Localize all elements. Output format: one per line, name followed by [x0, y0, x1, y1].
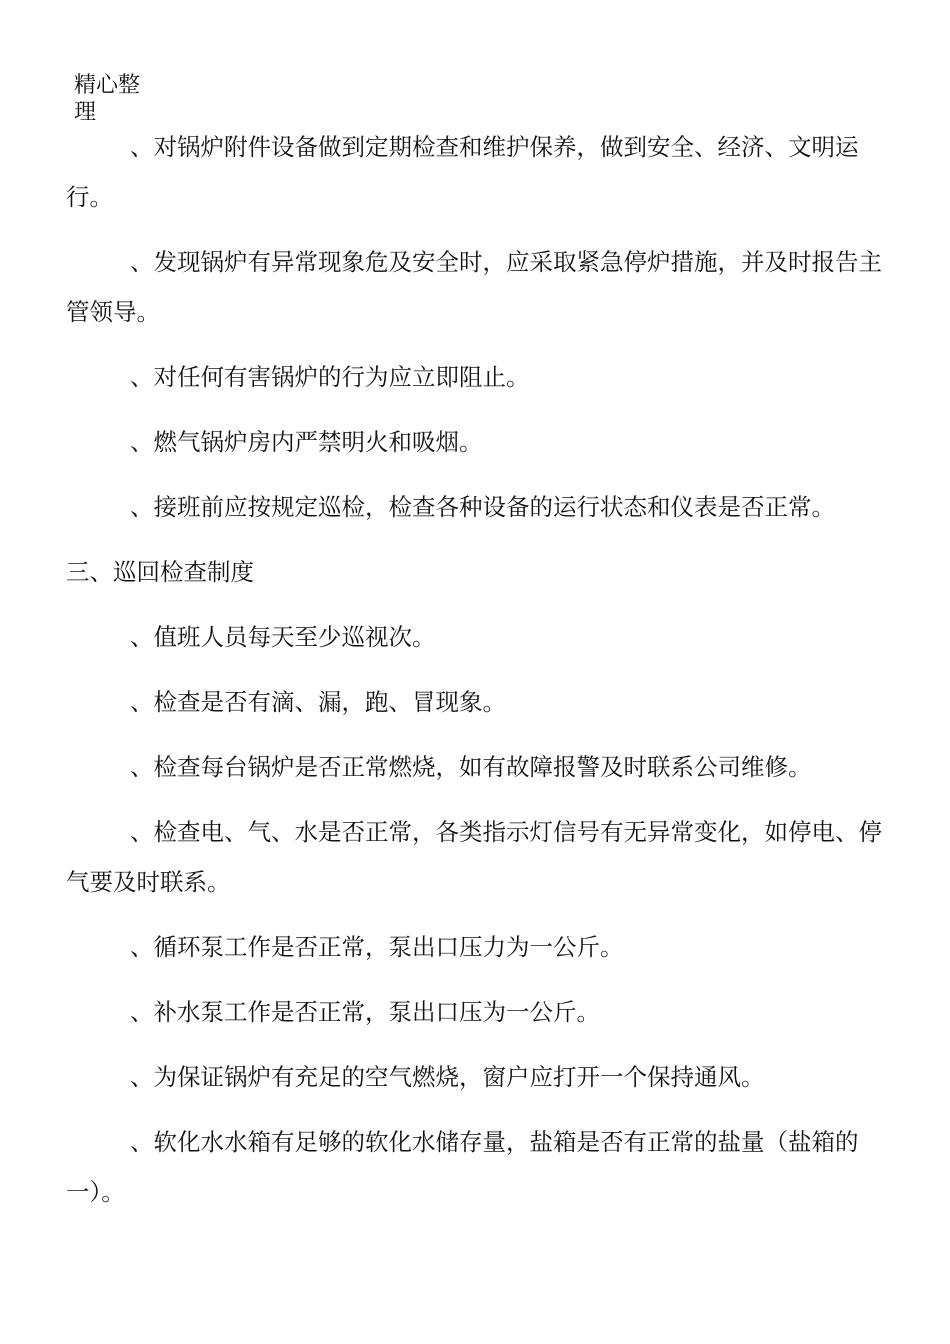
- paragraph-2: 、发现锅炉有异常现象危及安全时，应采取紧急停炉措施，并及时报告主管领导。: [66, 248, 882, 326]
- paragraph-3: 、对任何有害锅炉的行为应立即阻止。: [130, 363, 530, 391]
- paragraph-1: 、对锅炉附件设备做到定期检查和维护保养，做到安全、经济、文明运行。: [66, 133, 859, 211]
- paragraph-14: 、软化水水箱有足够的软化水储存量，盐箱是否有正常的盐量（盐箱的一）。: [66, 1128, 859, 1206]
- page-header: [74, 72, 154, 126]
- paragraph-10: 、检查电、气、水是否正常，各类指示灯信号有无异常变化，如停电、停气要及时联系。: [66, 818, 882, 896]
- paragraph-4: 、燃气锅炉房内严禁明火和吸烟。: [130, 428, 483, 456]
- paragraph-13: 、为保证锅炉有充足的空气燃烧，窗户应打开一个保持通风。: [130, 1063, 765, 1091]
- section-heading: 三、巡回检查制度: [66, 558, 254, 586]
- document-body: [66, 122, 886, 1232]
- paragraph-9: 、检查每台锅炉是否正常燃烧，如有故障报警及时联系公司维修。: [130, 753, 812, 781]
- paragraph-11: 、循环泵工作是否正常，泵出口压力为一公斤。: [130, 933, 624, 961]
- paragraph-7: 、值班人员每天至少巡视次。: [130, 623, 436, 651]
- paragraph-5: 、接班前应按规定巡检，检查各种设备的运行状态和仪表是否正常。: [130, 493, 835, 521]
- header-line-2: 理: [74, 100, 97, 125]
- paragraph-8: 、检查是否有滴、漏，跑、冒现象。: [130, 688, 506, 716]
- paragraph-12: 、补水泵工作是否正常，泵出口压为一公斤。: [130, 998, 600, 1026]
- header-line-1: 精心整: [74, 73, 141, 98]
